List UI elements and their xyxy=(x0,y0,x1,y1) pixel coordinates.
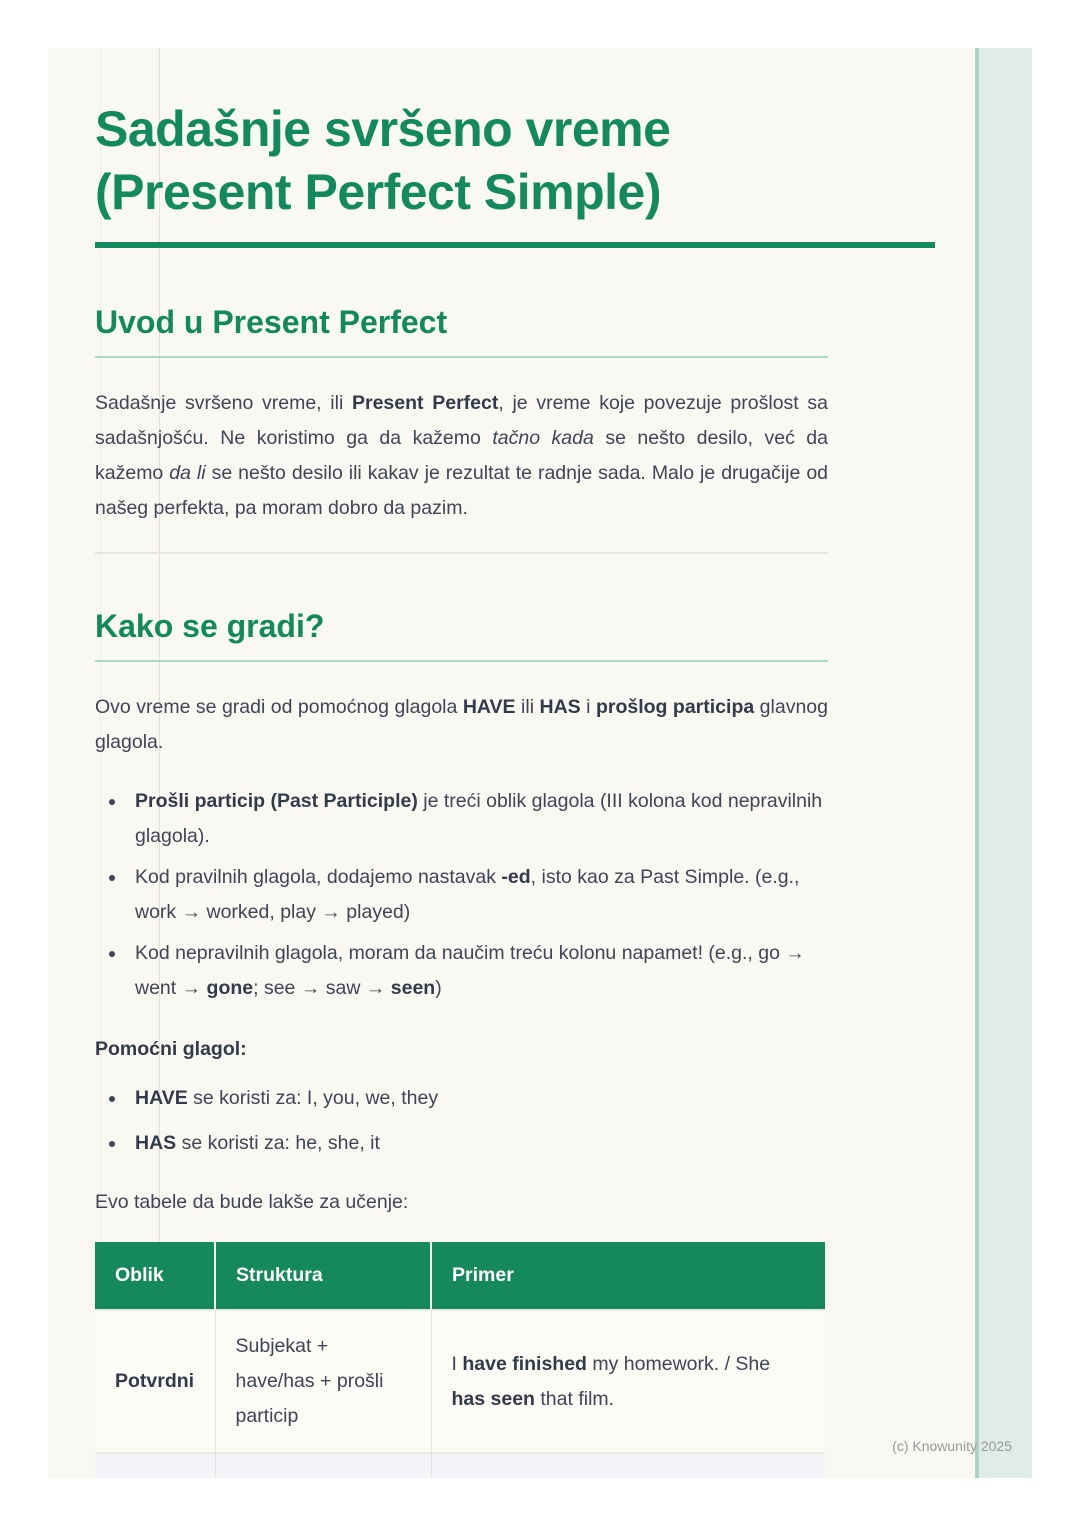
section-underline xyxy=(95,660,828,662)
table-row xyxy=(95,1310,825,1453)
cell-primer: I have finished my homework. / She has seen that film. xyxy=(431,1310,825,1453)
cell-empty xyxy=(95,1453,215,1478)
list-item: • HAS se koristi za: he, she, it xyxy=(127,1126,828,1161)
right-margin-stripe xyxy=(975,48,1032,1478)
document-page xyxy=(48,48,1032,1478)
column-header-oblik: Oblik xyxy=(95,1242,215,1310)
formation-bullet-list xyxy=(95,784,828,1006)
cell-empty xyxy=(215,1453,431,1478)
cell-empty xyxy=(431,1453,825,1478)
cell-struktura: Subjekat + have/has + prošli particip xyxy=(215,1310,431,1453)
formation-paragraph: Ovo vreme se gradi od pomoćnog glagola HAVE ili HAS i prošlog participa glavnog glagola. xyxy=(95,696,828,753)
section-heading-uvod: Uvod u Present Perfect xyxy=(95,304,448,340)
section-divider xyxy=(95,552,828,554)
table-header-row xyxy=(95,1242,825,1310)
conjugation-table xyxy=(95,1242,825,1478)
list-item: • Kod nepravilnih glagola, moram da naučim treću kolonu napamet! (e.g., go → went → gone; see → saw → seen) xyxy=(127,936,828,1006)
list-item: • Prošli particip (Past Participle) je treći oblik glagola (III kolona kod nepravilnih glagola). xyxy=(127,784,828,854)
section-underline xyxy=(95,356,828,358)
copyright-note: (c) Knowunity 2025 xyxy=(892,1438,1012,1454)
list-item: • HAVE se koristi za: I, you, we, they xyxy=(127,1081,828,1116)
column-header-struktura: Struktura xyxy=(215,1242,431,1310)
intro-paragraph: Sadašnje svršeno vreme, ili Present Perfect, je vreme koje povezuje prošlost sa sadašnjošću. Ne koristimo ga da kažemo tačno kada se nešto desilo, već da kažemo da li se nešto desilo ili kakav je rezultat te radnje sada. Malo je drugačije od našeg perfekta, pa moram dobro da pazim. xyxy=(95,392,829,519)
table-row-clipped xyxy=(95,1453,825,1478)
aux-verb-bullet-list xyxy=(95,1081,828,1161)
section-heading-gradi: Kako se gradi? xyxy=(95,608,325,644)
table-intro-text: Evo tabele da bude lakše za učenje: xyxy=(95,1191,409,1213)
document-content xyxy=(48,48,828,1478)
column-header-primer: Primer xyxy=(431,1242,825,1310)
list-item: • Kod pravilnih glagola, dodajemo nastavak -ed, isto kao za Past Simple. (e.g., work → worked, play → played) xyxy=(127,860,828,930)
title-rule xyxy=(95,242,935,248)
page-title: Sadašnje svršeno vreme (Present Perfect Simple) xyxy=(95,101,671,220)
aux-verb-subheading: Pomoćni glagol: xyxy=(95,1038,247,1060)
cell-oblik: Potvrdni xyxy=(95,1310,215,1453)
